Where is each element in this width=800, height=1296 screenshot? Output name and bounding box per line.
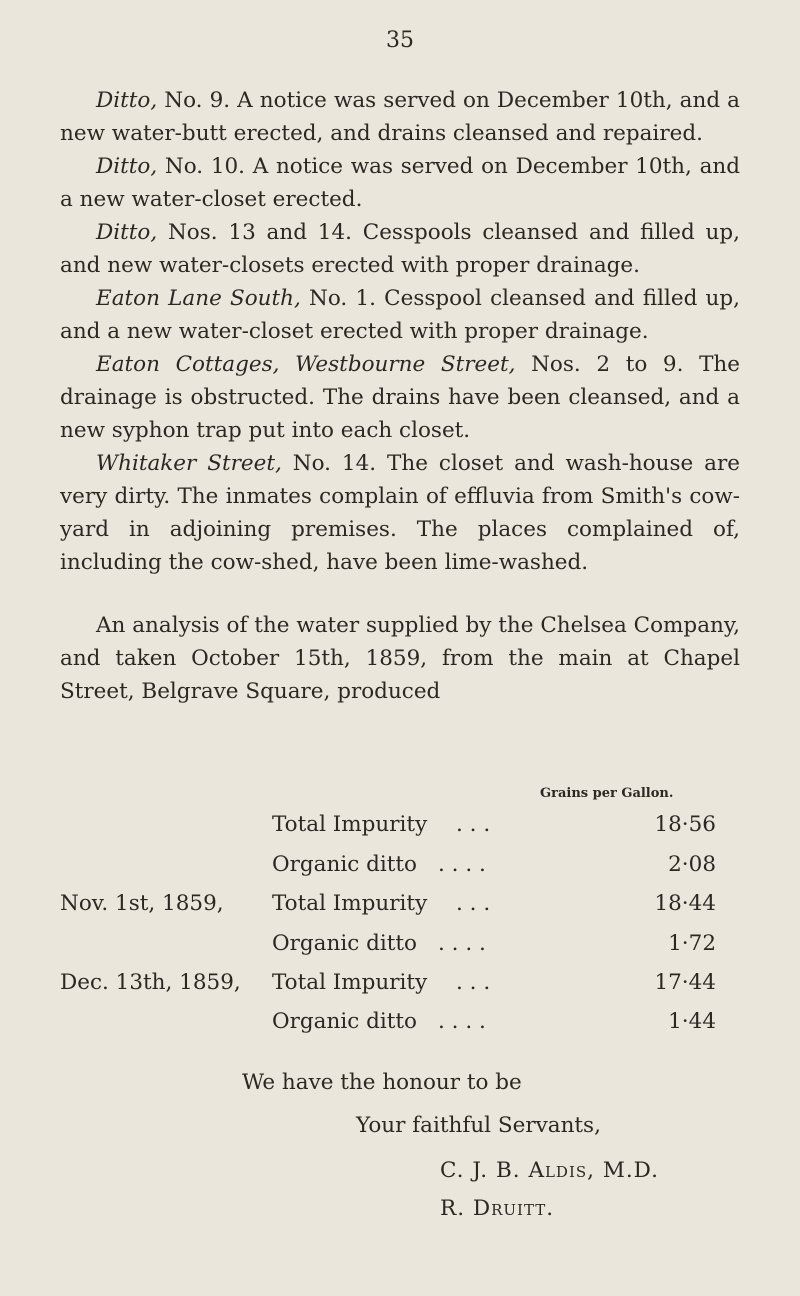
row-value: 18·44 bbox=[654, 891, 716, 916]
paragraph-text: Nos. 13 and 14. Cesspools cleansed and filled up, and new water-closets erected with proper drainage. bbox=[60, 220, 740, 278]
row-date: Nov. 1st, 1859, bbox=[60, 891, 224, 916]
row-leader-dots: . . . . bbox=[438, 931, 486, 956]
row-item: Total Impurity bbox=[272, 970, 428, 995]
place-name: Eaton Cottages, Westbourne Street, bbox=[96, 352, 516, 377]
place-name: Ditto, bbox=[96, 220, 158, 245]
table-row bbox=[60, 970, 760, 1002]
row-value: 17·44 bbox=[654, 970, 716, 995]
row-item: Total Impurity bbox=[272, 812, 428, 837]
row-item: Total Impurity bbox=[272, 891, 428, 916]
signature-druitt: R. Druitt. bbox=[440, 1196, 555, 1221]
paragraph-text: Nos. 2 to 9. The drainage is obstructed. The drains have been cleansed, and a new syphon trap put into each closet. bbox=[60, 352, 740, 443]
row-leader-dots: . . . bbox=[456, 970, 491, 995]
page-number: 35 bbox=[386, 28, 414, 53]
paragraph-eaton-cottages bbox=[60, 348, 740, 447]
place-name: Ditto, bbox=[96, 154, 158, 179]
table-row bbox=[60, 1009, 760, 1041]
row-item: Organic ditto bbox=[272, 931, 417, 956]
table-row bbox=[60, 931, 760, 963]
row-value: 1·72 bbox=[668, 931, 716, 956]
place-name: Ditto, bbox=[96, 88, 158, 113]
row-item: Organic ditto bbox=[272, 1009, 417, 1034]
paragraph-water-analysis: An analysis of the water supplied by the Chelsea Company, and taken October 15th, 1859, from the main at Chapel Street, Belgrave Square, produced bbox=[60, 613, 740, 704]
row-item: Organic ditto bbox=[272, 852, 417, 877]
table-unit-header: Grains per Gallon. bbox=[540, 786, 674, 801]
body-text bbox=[60, 84, 740, 708]
paragraph-ditto-no-9 bbox=[60, 84, 740, 150]
row-leader-dots: . . . bbox=[456, 891, 491, 916]
paragraph-ditto-no-10 bbox=[60, 150, 740, 216]
paragraph-whitaker-street bbox=[60, 447, 740, 579]
signature-aldis: C. J. B. Aldis, M.D. bbox=[440, 1158, 659, 1183]
paragraph-eaton-lane-south bbox=[60, 282, 740, 348]
row-value: 18·56 bbox=[654, 812, 716, 837]
row-leader-dots: . . . . bbox=[438, 1009, 486, 1034]
closing-salutation: Your faithful Servants, bbox=[356, 1113, 601, 1138]
paragraph-text: No. 9. A notice was served on December 10th, and a new water-butt erected, and drains cleansed and repaired. bbox=[60, 88, 740, 146]
row-leader-dots: . . . bbox=[456, 812, 491, 837]
place-name: Whitaker Street, bbox=[96, 451, 282, 476]
paragraph-text: No. 1. Cesspool cleansed and filled up, and a new water-closet erected with proper drainage. bbox=[60, 286, 740, 344]
paragraph-text: No. 14. The closet and wash-house are very dirty. The inmates complain of effluvia from Smith's cow-yard in adjoining premises. The places complained of, including the cow-shed, have been lime-washed. bbox=[60, 451, 740, 575]
row-value: 2·08 bbox=[668, 852, 716, 877]
table-row bbox=[60, 852, 760, 884]
row-date: Dec. 13th, 1859, bbox=[60, 970, 241, 995]
closing-line: We have the honour to be bbox=[242, 1070, 522, 1095]
paragraph-text: No. 10. A notice was served on December 10th, and a new water-closet erected. bbox=[60, 154, 740, 212]
table-row bbox=[60, 891, 760, 923]
table-row bbox=[60, 812, 760, 844]
paragraph-ditto-nos-13-14 bbox=[60, 216, 740, 282]
place-name: Eaton Lane South, bbox=[96, 286, 301, 311]
row-value: 1·44 bbox=[668, 1009, 716, 1034]
row-leader-dots: . . . . bbox=[438, 852, 486, 877]
